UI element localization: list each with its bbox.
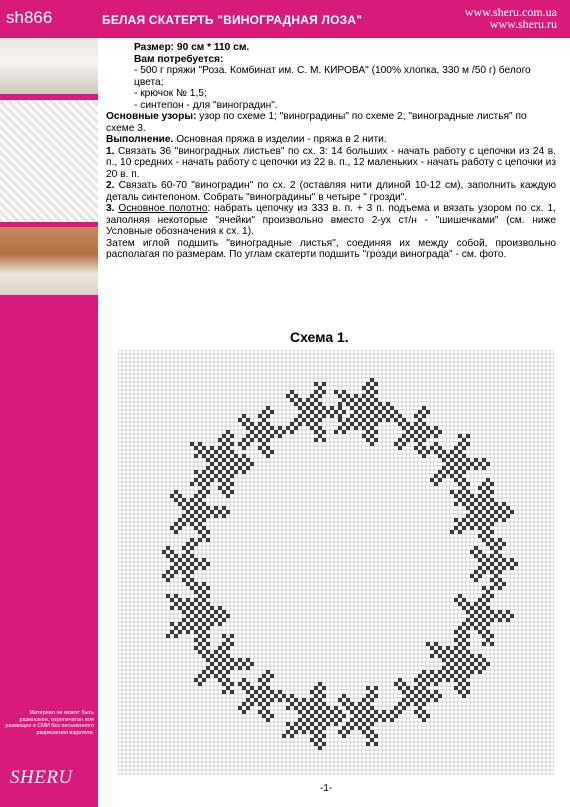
tablecloth-photo-table — [0, 38, 98, 94]
scheme-title: Схема 1. — [290, 329, 349, 345]
patterns-text: узор по схеме 1; "виноградины" по схеме 2; "виноградные листья" по схеме 3. — [106, 111, 527, 134]
pattern-code: sh866 — [6, 8, 53, 27]
site-url-ua[interactable]: www.sheru.com.ua — [464, 5, 557, 19]
scheme-filled-cells — [162, 378, 518, 750]
brand-logo: SHERU — [10, 767, 73, 788]
site-urls — [465, 6, 557, 30]
crochet-scheme-chart — [118, 350, 554, 776]
tablecloth-photo-edge — [0, 227, 98, 295]
material-filling: - синтепон - для "виноградин". — [134, 99, 278, 111]
tablecloth-photo-detail — [0, 100, 98, 222]
page-title: БЕЛАЯ СКАТЕРТЬ "ВИНОГРАДНАЯ ЛОЗА" — [102, 13, 363, 27]
execution-paragraph — [106, 134, 556, 146]
material-hook: - крючок № 1,5; — [134, 88, 207, 99]
execution-text: Основная пряжа в изделии - пряжа в 2 нити. — [173, 134, 387, 145]
step-3: 3. Основное полотно: набрать цепочку из 333 в. п. + 3 п. подъема и вязать узором по сх. 1, заполняя некоторые "ячейки" произвольно вместо 2-ух ст/н - "шишечками" (см. ниже Условные обозначения к сх. 1). — [106, 203, 556, 237]
materials-heading: Вам потребуется: — [134, 53, 224, 65]
site-url-ru[interactable]: www.sheru.ru — [489, 17, 557, 31]
step-1: 1. Связать 36 "виноградных листьев" по сх. 3: 14 больших - начать работу с цепочки из 24 в. п., 10 средних - начать работу с цепочки из 22 в. п., 12 маленьких - начать работу с цепочки из 20 в. п. — [106, 145, 556, 180]
final-paragraph: Затем иглой подшить "виноградные листья", соединяя их между собой, произвольно располагая по размерам. По углам скатерти подшить "грозди винограда" - см. фото. — [106, 237, 556, 260]
material-yarn: - 500 г пряжи "Роза. Комбинат им. С. М. КИРОВА" (100% хлопка, 330 м /50 г) белого цвета; — [134, 65, 531, 88]
page-header — [0, 0, 570, 38]
size-line: Размер: 90 см * 110 см. — [134, 42, 250, 53]
step-2: 2. Связать 60-70 "виноградин" по сх. 2 (оставляя нити длиной 10-12 см), заполнить каждую деталь синтепоном. Собрать "виноградины" в четыре " грозди". — [106, 180, 556, 203]
instructions-text — [106, 42, 556, 261]
patterns-label: Основные узоры: — [106, 111, 197, 122]
execution-label: Выполнение. — [106, 134, 174, 145]
page-number: -1- — [320, 783, 333, 794]
scheme-grid-svg — [118, 350, 554, 776]
patterns-paragraph — [106, 111, 556, 134]
copyright-disclaimer: Материал не может быть размножен, перепечатан или размещен в СМИ без письменного разрешения издателя. — [5, 710, 94, 736]
